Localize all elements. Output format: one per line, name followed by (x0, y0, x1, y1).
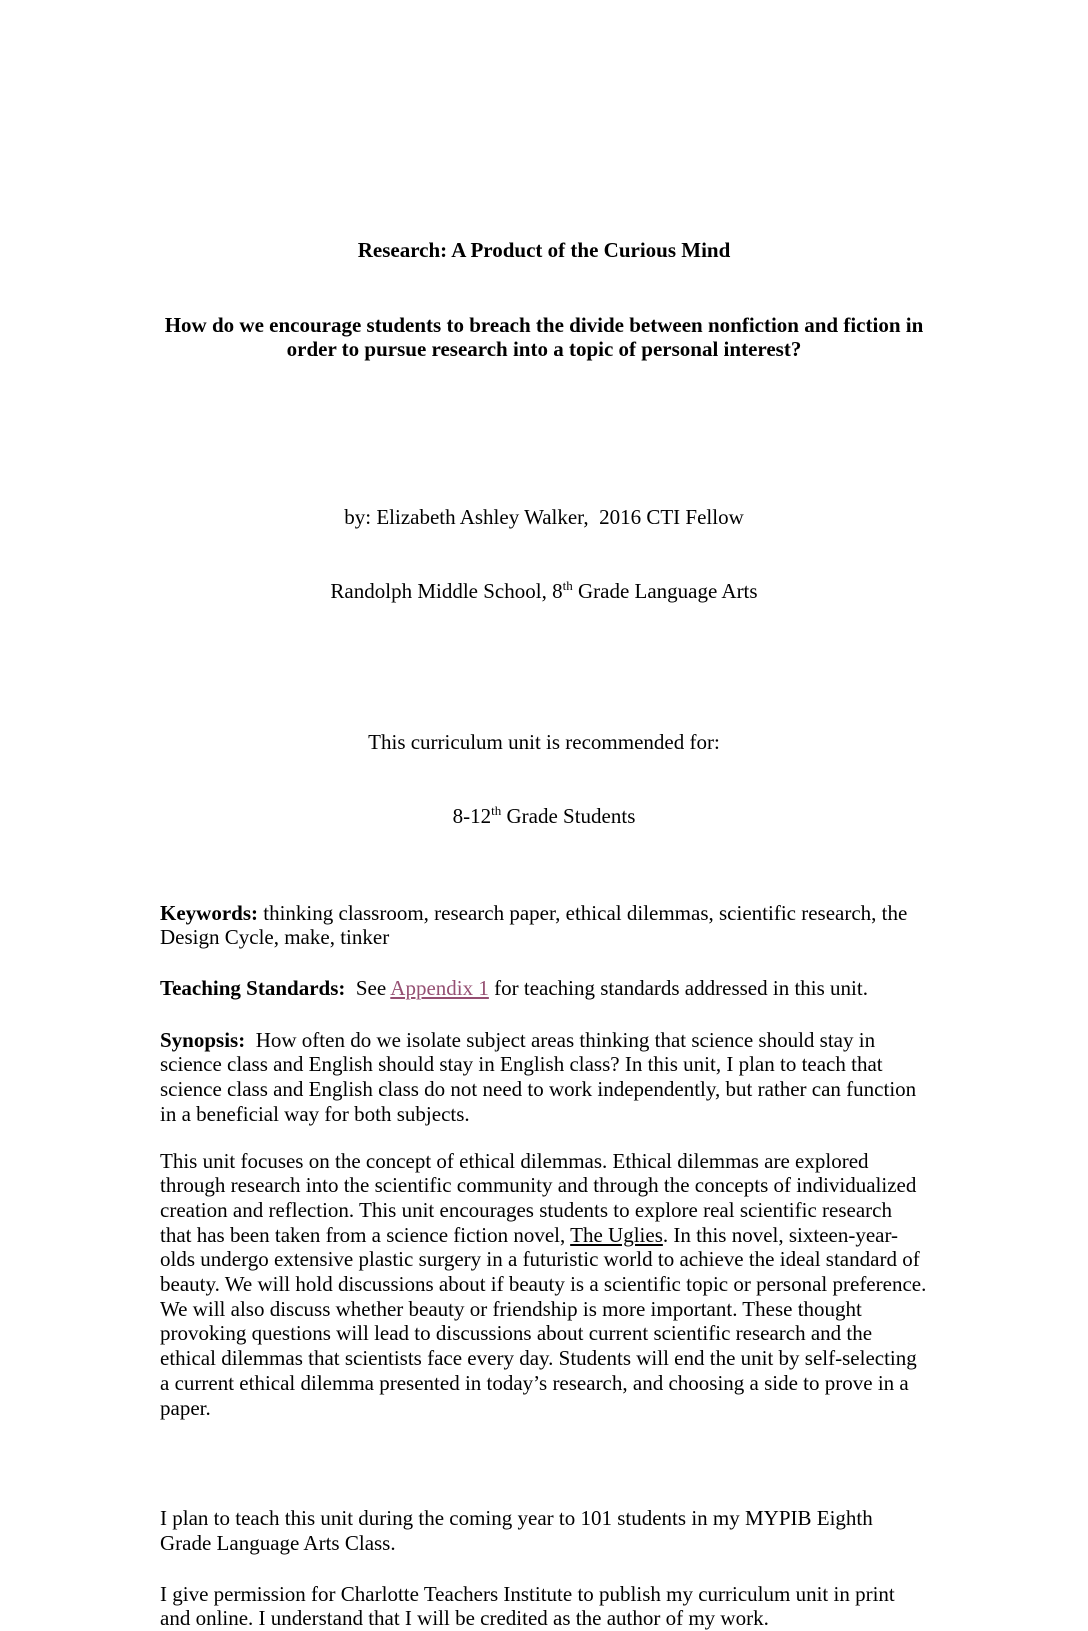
grades-range: 8-12 (452, 804, 492, 829)
recommended-intro: This curriculum unit is recommended for: (368, 730, 720, 755)
teaching-standards-paragraph (160, 976, 928, 1001)
document-title: Research: A Product of the Curious Mind (357, 238, 731, 263)
grades-suffix: Grade Students (501, 804, 636, 829)
document-header (160, 189, 928, 411)
teaching-standards-label: Teaching Standards: (160, 975, 346, 1000)
overview-pre: This unit focuses on the concept of ethical dilemmas. Ethical dilemmas are explored through research into the scientific community and through the concepts of individualized creation and reflection. This unit encourages students to explore real scientific research that has been taken from a science fiction novel, (160, 1148, 922, 1247)
keywords-list: thinking classroom, research paper, ethical dilemmas, scientific research, the Design Cycle, make, tinker (160, 900, 913, 950)
synopsis-text: How often do we isolate subject areas thinking that science should stay in science class and English should stay in English class? In this unit, I plan to teach that science class and English class do not need to work independently, but rather can function in a beneficial way for both subjects. (160, 1027, 922, 1126)
byline: by: Elizabeth Ashley Walker, 2016 CTI Fellow (344, 504, 744, 529)
recommended-block (160, 681, 928, 879)
teaching-plan-paragraph: I plan to teach this unit during the coming year to 101 students in my MYPIB Eighth Grade Language Arts Class. (160, 1506, 878, 1555)
document-subtitle: How do we encourage students to breach the divide between nonfiction and fiction in order to pursue research into a topic of personal interest? (164, 312, 929, 362)
keywords-paragraph (160, 901, 928, 950)
appendix-1-link[interactable]: Appendix 1 (390, 975, 489, 1000)
grades-ordinal: th (491, 803, 502, 819)
synopsis-paragraph (160, 1028, 928, 1127)
permission-paragraph: I give permission for Charlotte Teachers Institute to publish my curriculum unit in print and online. I understand that I will be credited as the author of my work. (160, 1581, 901, 1631)
synopsis-label: Synopsis: (160, 1027, 246, 1052)
school-grade-ordinal: th (562, 577, 573, 593)
teaching-standards-post: for teaching standards addressed in this unit. (488, 975, 868, 1000)
byline-block (160, 455, 928, 653)
school-subject: Grade Language Arts (572, 578, 758, 603)
overview-paragraph (160, 1148, 932, 1421)
school-name: Randolph Middle School, 8 (330, 578, 563, 603)
overview-post: . In this novel, sixteen-year-olds undergo extensive plastic surgery in a futuristic world to achieve the ideal standard of beauty. We will hold discussions about if beauty is a scientific topic or personal preference. We will also discuss whether beauty or friendship is more important. These thought provoking questions will lead to discussions about current scientific research and the ethical dilemmas that scientists face every day. Students will end the unit by self-selecting a current ethical dilemma presented in today’s research, and choosing a side to prove in a paper. (160, 1222, 932, 1420)
recommended-grades (160, 804, 928, 829)
keywords-label: Keywords: (160, 900, 258, 925)
teaching-standards-pre: See (345, 975, 391, 1000)
book-title: The Uglies (570, 1222, 663, 1247)
school-line (160, 579, 928, 604)
